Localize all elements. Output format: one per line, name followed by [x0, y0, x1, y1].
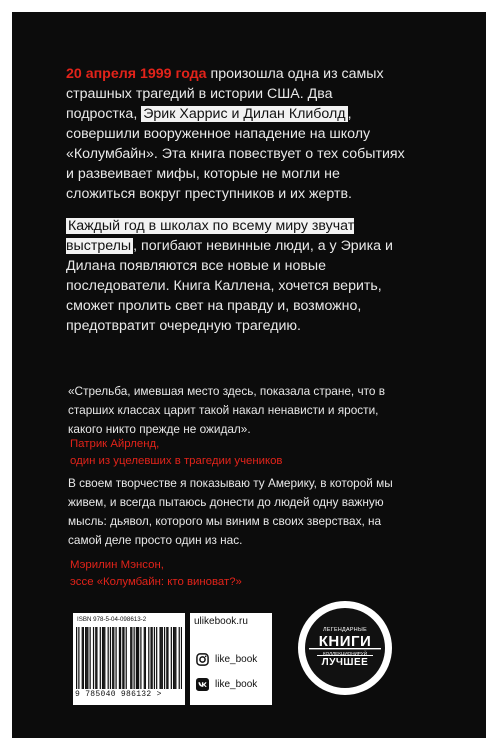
vk-row[interactable]: [196, 676, 257, 692]
instagram-icon: [196, 653, 209, 666]
second-text: , погибают невинные люди, а у Эрика и Дилана появляются все новые и новые последователи. Книга Каллена, хочется верить, сможет пролить свет на правду и, возможно, предотвратит очередную трагедию.: [66, 238, 393, 334]
quote-manson-attribution: [70, 557, 242, 591]
quote-ireland: «Стрельба, имевшая место здесь, показала стране, что в старших классах царит такой накал ненависти и ярости, какого никто прежде не ожидал».: [68, 384, 386, 436]
badge-bottom-text: ЛУЧШЕЕ: [321, 657, 369, 668]
vk-handle: like_book: [215, 678, 258, 690]
names-highlight: Эрик Харрис и Дилан Клиболд: [143, 106, 346, 122]
badge-main-text: КНИГИ: [318, 633, 372, 650]
barcode-digits: 9 785040 986132 >: [75, 690, 162, 699]
instagram-row[interactable]: [196, 651, 257, 667]
isbn-label: ISBN 978-5-04-098613-2: [77, 616, 147, 623]
website-link[interactable]: ulikebook.ru: [194, 616, 248, 627]
quote-ireland-attribution: [70, 436, 282, 470]
intro-text-1: произошла одна из самых страшных трагедий в истории США. Два подростка,: [66, 66, 384, 122]
quote-manson-author: Мэрилин Мэнсон,: [70, 559, 164, 571]
badge-sub-text: КОЛЛЕКЦИОНИРУЙ: [323, 651, 367, 656]
quote-ireland-role: один из уцелевших в трагедии учеников: [70, 455, 283, 467]
shots-highlight: Каждый год в школах по всему миру звучат выстрелы: [66, 218, 355, 254]
second-paragraph: [66, 216, 406, 336]
intro-paragraph: [66, 64, 406, 204]
instagram-handle: like_book: [215, 653, 258, 665]
barcode-icon: [76, 627, 182, 689]
vk-icon: [196, 678, 209, 691]
quote-manson: В своем творчестве я показываю ту Америку, в которой мы живем, и всегда пытаюсь донести до людей одну важную мысль: дьявол, которого мы виним в своих зверствах, на самой деле просто один из нас.: [68, 476, 393, 547]
quote-manson-role: эссе «Колумбайн: кто виноват?»: [70, 576, 242, 588]
social-panel: [190, 613, 272, 705]
date-highlight: 20 апреля 1999 года: [66, 66, 207, 82]
badge-top-text: ЛЕГЕНДАРНЫЕ: [323, 627, 367, 633]
intro-text-2: , совершили вооруженное нападение на школу «Колумбайн». Эта книга повествует о тех событиях и развеивает мифы, которые не могли не сложиться вокруг преступников и их жертв.: [66, 106, 405, 202]
quote-ireland-author: Патрик Айрленд,: [70, 438, 160, 450]
barcode-panel: [73, 613, 185, 705]
